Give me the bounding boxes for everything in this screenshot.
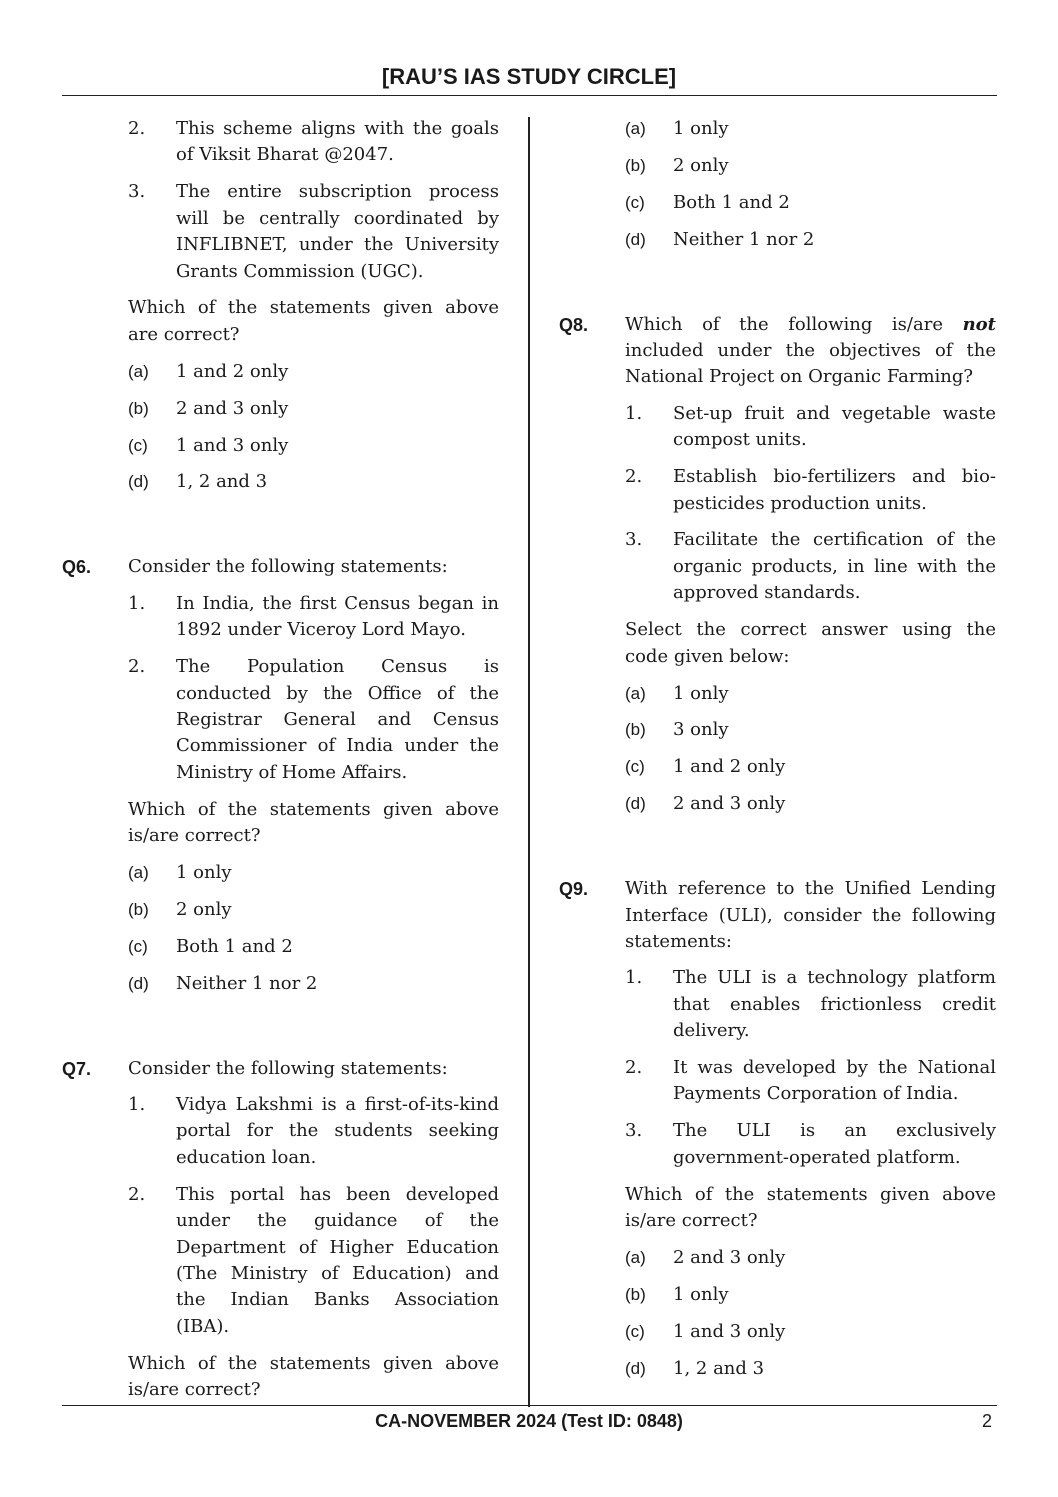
header-divider bbox=[62, 95, 997, 96]
stem-emphasis: not bbox=[962, 313, 996, 335]
statement-text: The ULI is an exclusively government-operated platform. bbox=[673, 1120, 996, 1168]
answer-option[interactable] bbox=[625, 1356, 996, 1382]
statement-text: The entire subscription process will be centrally coordinated by INFLIBNET, under the University Grants Commission (UGC). bbox=[176, 181, 499, 282]
statement-number: 2. bbox=[625, 1057, 643, 1079]
option-label: (d) bbox=[625, 229, 646, 249]
answer-option[interactable] bbox=[128, 860, 499, 886]
option-text: 2 and 3 only bbox=[673, 1247, 786, 1268]
statement bbox=[128, 1182, 499, 1340]
statement-text: It was developed by the National Payments Corporation of India. bbox=[673, 1057, 996, 1105]
question-header bbox=[559, 876, 996, 955]
answer-option[interactable] bbox=[625, 791, 996, 817]
option-text: 1 and 2 only bbox=[176, 360, 289, 382]
option-label: (a) bbox=[625, 1248, 646, 1267]
option-label: (a) bbox=[128, 862, 149, 882]
statement-text: This portal has been developed under the guidance of the Department of Higher Education (The Ministry of Education) and the Indian Banks Association (IBA). bbox=[176, 1183, 499, 1337]
option-label: (a) bbox=[625, 683, 646, 703]
answer-option[interactable] bbox=[625, 116, 996, 142]
question-prompt: Which of the statements given above is/are correct? bbox=[128, 798, 499, 847]
footer-test-id: CA-NOVEMBER 2024 (Test ID: 0848) bbox=[375, 1411, 683, 1431]
statement bbox=[128, 591, 499, 644]
statement bbox=[625, 401, 996, 454]
question-stem: With reference to the Unified Lending Interface (ULI), consider the following statements: bbox=[625, 878, 996, 952]
statement bbox=[128, 654, 499, 786]
page-header-title: [RAU’S IAS STUDY CIRCLE] bbox=[381, 64, 677, 89]
question-stem: Consider the following statements: bbox=[128, 1057, 448, 1079]
statement bbox=[625, 965, 996, 1044]
statement bbox=[625, 527, 996, 606]
option-text: 2 only bbox=[176, 898, 232, 920]
question-header bbox=[559, 312, 996, 391]
statement-number: 1. bbox=[625, 402, 643, 424]
option-label: (d) bbox=[625, 1358, 646, 1378]
stem-part: Which of the following is/are bbox=[625, 313, 943, 335]
page-number: 2 bbox=[982, 1411, 993, 1431]
answer-option[interactable] bbox=[625, 1319, 996, 1345]
option-label: (c) bbox=[128, 936, 148, 956]
statement-number: 2. bbox=[128, 1183, 146, 1205]
statement bbox=[625, 1118, 996, 1171]
option-label: (a) bbox=[128, 361, 149, 381]
answer-option[interactable] bbox=[625, 1245, 996, 1271]
answer-option[interactable] bbox=[128, 897, 499, 923]
option-text: 1, 2 and 3 bbox=[176, 471, 268, 493]
statement-text: Vidya Lakshmi is a first-of-its-kind portal for the students seeking education loan. bbox=[176, 1093, 499, 1168]
statement-number: 3. bbox=[128, 181, 146, 203]
question-number: Q8. bbox=[559, 314, 589, 335]
q7-options bbox=[559, 116, 996, 253]
right-column bbox=[559, 116, 996, 1393]
answer-option[interactable] bbox=[128, 971, 499, 997]
option-text: Both 1 and 2 bbox=[176, 935, 293, 957]
question-stem: Consider the following statements: bbox=[128, 556, 448, 578]
question-header bbox=[62, 554, 499, 580]
footer-divider bbox=[62, 1405, 997, 1406]
statement-text: This scheme aligns with the goals of Viksit Bharat @2047. bbox=[176, 118, 499, 166]
option-label: (c) bbox=[128, 435, 148, 455]
statement-text: In India, the first Census began in 1892 under Viceroy Lord Mayo. bbox=[176, 592, 499, 641]
question-prompt: Which of the statements given above are correct? bbox=[128, 297, 499, 345]
question-header bbox=[62, 1056, 499, 1082]
option-text: 3 only bbox=[673, 719, 729, 741]
question-prompt: Which of the statements given above is/are correct? bbox=[128, 1352, 499, 1401]
statement-number: 1. bbox=[128, 592, 146, 614]
statement-number: 1. bbox=[625, 967, 643, 989]
option-text: 1 only bbox=[673, 682, 729, 704]
q5-continuation bbox=[62, 116, 499, 496]
question-prompt: Which of the statements given above is/are correct? bbox=[625, 1183, 996, 1232]
option-label: (c) bbox=[625, 192, 645, 212]
answer-option[interactable] bbox=[128, 433, 499, 459]
answer-option[interactable] bbox=[128, 396, 499, 422]
answer-option[interactable] bbox=[625, 190, 996, 216]
answer-option[interactable] bbox=[625, 227, 996, 253]
question-prompt: Select the correct answer using the code given below: bbox=[625, 619, 996, 667]
statement bbox=[625, 464, 996, 517]
statement-number: 1. bbox=[128, 1093, 146, 1115]
option-label: (d) bbox=[128, 472, 149, 492]
statement bbox=[128, 1092, 499, 1171]
option-text: 1 only bbox=[673, 118, 729, 139]
option-label: (b) bbox=[128, 899, 149, 919]
option-text: 1 and 3 only bbox=[673, 1320, 786, 1342]
option-text: 1, 2 and 3 bbox=[673, 1357, 765, 1379]
statement bbox=[128, 179, 499, 285]
option-text: 1 only bbox=[673, 1283, 729, 1305]
option-text: Neither 1 nor 2 bbox=[673, 228, 815, 250]
question-q6 bbox=[62, 554, 499, 997]
answer-option[interactable] bbox=[128, 934, 499, 960]
question-number: Q9. bbox=[559, 879, 589, 900]
option-text: 2 and 3 only bbox=[673, 793, 786, 815]
option-label: (c) bbox=[625, 757, 645, 777]
statement-text: Establish bio-fertilizers and bio-pesticides production units. bbox=[673, 466, 996, 514]
option-text: 1 and 3 only bbox=[176, 434, 289, 456]
statement-number: 2. bbox=[128, 656, 146, 678]
statement-text: Facilitate the certification of the organic products, in line with the approved standards. bbox=[673, 529, 996, 604]
question-q7 bbox=[62, 1056, 499, 1404]
answer-option[interactable] bbox=[128, 469, 499, 495]
option-text: 1 only bbox=[176, 861, 232, 883]
statement-number: 2. bbox=[625, 466, 643, 488]
question-stem bbox=[625, 312, 996, 391]
answer-option[interactable] bbox=[128, 359, 499, 385]
option-label: (a) bbox=[625, 119, 646, 138]
option-text: Neither 1 nor 2 bbox=[176, 972, 318, 994]
option-text: Both 1 and 2 bbox=[673, 191, 790, 213]
option-label: (b) bbox=[128, 398, 149, 418]
statement-text: The ULI is a technology platform that enables frictionless credit delivery. bbox=[673, 967, 996, 1042]
statement bbox=[128, 116, 499, 169]
left-column bbox=[62, 116, 499, 1414]
question-number: Q6. bbox=[62, 557, 92, 578]
answer-option[interactable] bbox=[625, 1282, 996, 1308]
statement-number: 2. bbox=[128, 118, 146, 139]
option-text: 2 and 3 only bbox=[176, 397, 289, 419]
stem-part: included under the objectives of the National Project on Organic Farming? bbox=[625, 340, 996, 388]
option-label: (b) bbox=[625, 155, 646, 175]
option-label: (d) bbox=[625, 794, 646, 814]
answer-option[interactable] bbox=[625, 717, 996, 743]
question-q8 bbox=[559, 312, 996, 818]
option-label: (d) bbox=[128, 973, 149, 993]
column-divider bbox=[528, 117, 530, 1407]
answer-option[interactable] bbox=[625, 681, 996, 707]
statement-number: 3. bbox=[625, 529, 643, 551]
statement bbox=[625, 1055, 996, 1108]
statement-text: The Population Census is conducted by the Office of the Registrar General and Census Commissioner of India under the Ministry of Home Affairs. bbox=[176, 656, 499, 783]
question-q9 bbox=[559, 876, 996, 1382]
option-text: 2 only bbox=[673, 154, 729, 176]
answer-option[interactable] bbox=[625, 754, 996, 780]
statement-number: 3. bbox=[625, 1120, 643, 1142]
question-number: Q7. bbox=[62, 1058, 92, 1079]
answer-option[interactable] bbox=[625, 153, 996, 179]
option-text: 1 and 2 only bbox=[673, 756, 786, 778]
statement-text: Set-up fruit and vegetable waste compost units. bbox=[673, 402, 996, 451]
option-label: (c) bbox=[625, 1321, 645, 1341]
option-label: (b) bbox=[625, 1284, 646, 1304]
option-label: (b) bbox=[625, 720, 646, 740]
